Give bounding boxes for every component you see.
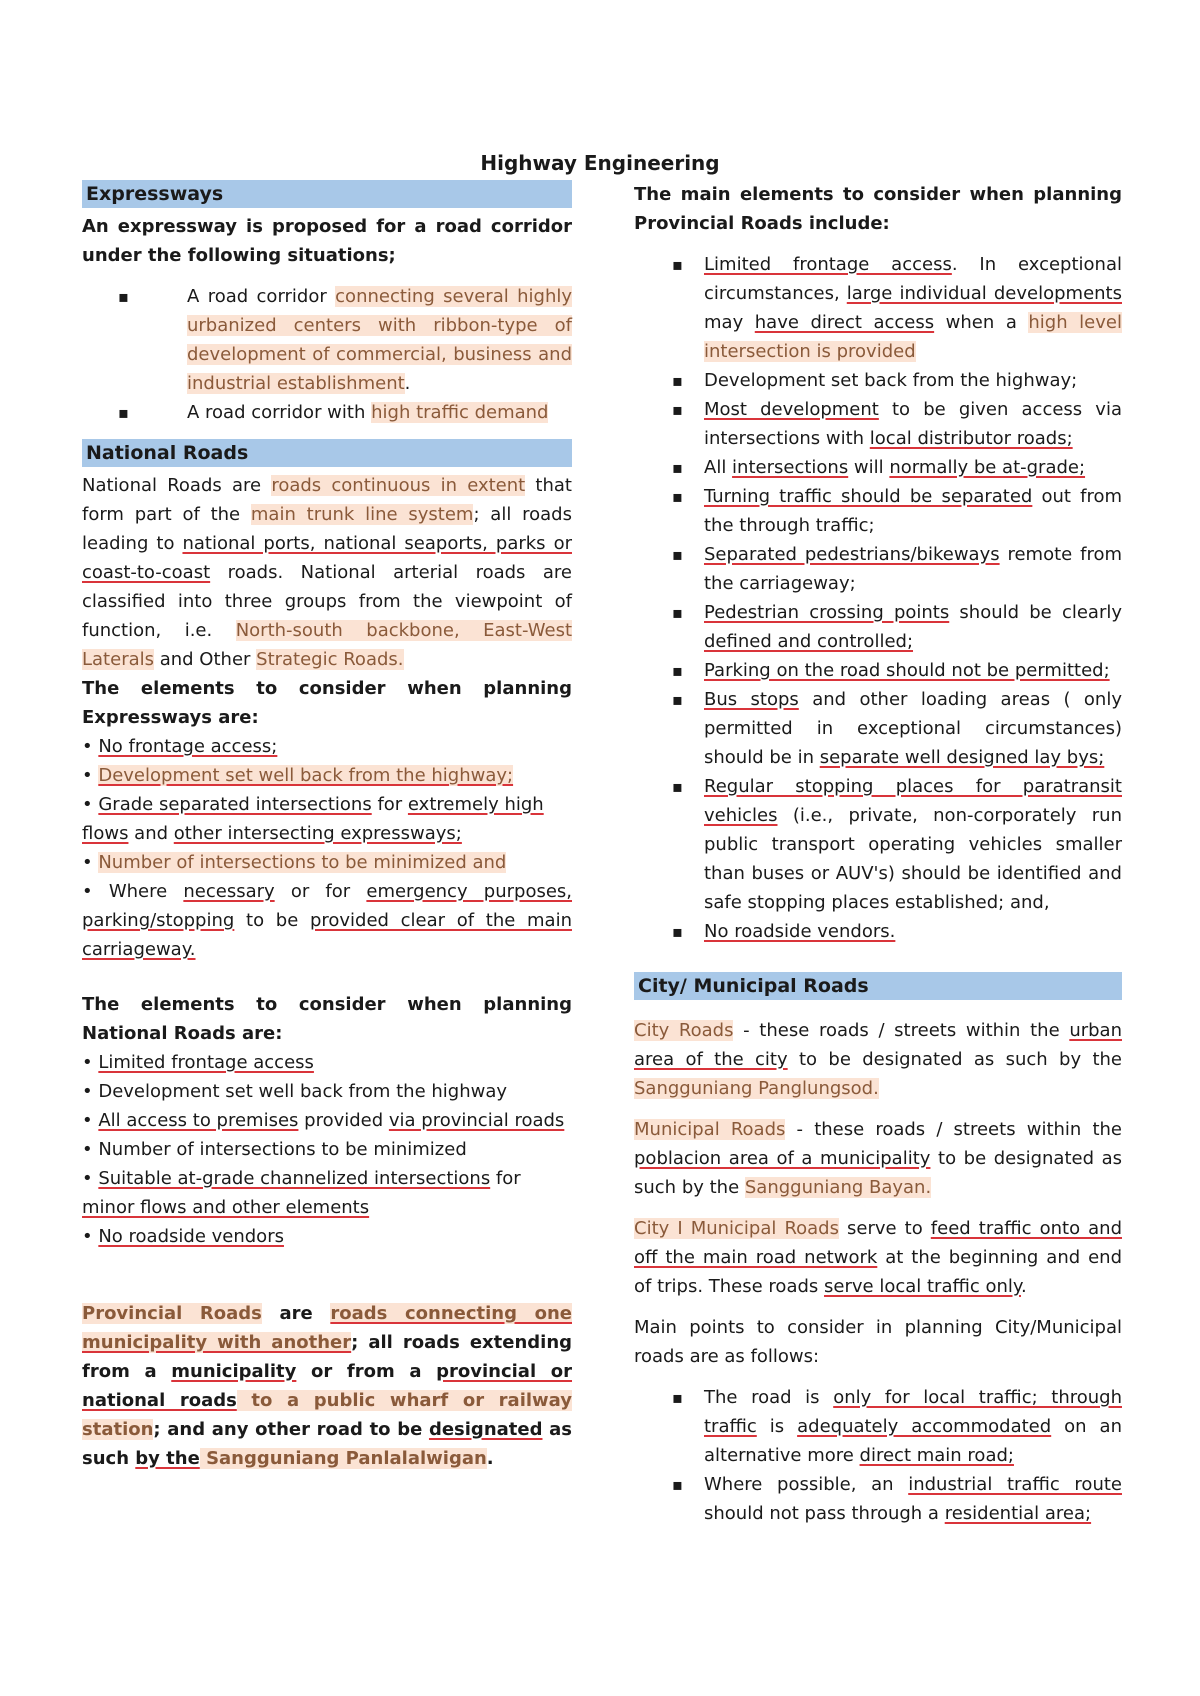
list-item: • Limited frontage access bbox=[82, 1048, 572, 1077]
national-roads-paragraph: National Roads are roads continuous in extent that form part of the main trunk line system; all roads leading to national ports, national seaports, parks or coast-to-coast roads. National arterial roads are classified into three groups from the viewpoint of function, i.e. North-south backbone, East-West Laterals and Other Strategic Roads. bbox=[82, 475, 573, 670]
city-main-points-list bbox=[634, 1383, 1122, 1528]
section-header-expressways: Expressways bbox=[82, 180, 572, 208]
list-item: • Grade separated intersections for extremely high flows and other intersecting expressways; bbox=[82, 790, 572, 848]
list-item: ▪ The road is only for local traffic; through traffic is adequately accommodated on an alternative more direct main road; bbox=[634, 1383, 1122, 1470]
list-item: ▪ Turning traffic should be separated out from the through traffic; bbox=[634, 482, 1122, 540]
city-municipal-roads-paragraph: City I Municipal Roads serve to feed traffic onto and off the main road network at the beginning and end of trips. These roads serve local traffic only. bbox=[634, 1218, 1123, 1297]
list-item: ▪ A road corridor connecting several highly urbanized centers with ribbon-type of development of commercial, business and industrial establishment. bbox=[82, 282, 572, 398]
list-item: ▪ Separated pedestrians/bikeways remote from the carriageway; bbox=[634, 540, 1122, 598]
expressway-elements-heading: The elements to consider when planning Expressways are: bbox=[82, 678, 572, 728]
expressways-situations-list bbox=[82, 282, 572, 427]
list-item: • Development set well back from the highway bbox=[82, 1077, 572, 1106]
left-column bbox=[82, 180, 572, 1473]
city-main-points-intro: Main points to consider in planning City/Municipal roads are as follows: bbox=[634, 1317, 1122, 1367]
list-item: ▪ Limited frontage access. In exceptional circumstances, large individual developments may have direct access when a high level intersection is provided bbox=[634, 250, 1122, 366]
list-item: ▪ Development set back from the highway; bbox=[634, 366, 1122, 395]
section-header-city-municipal-roads: City/ Municipal Roads bbox=[634, 972, 1122, 1000]
expressways-intro: An expressway is proposed for a road corridor under the following situations; bbox=[82, 216, 572, 266]
list-item: • Where necessary or for emergency purposes, parking/stopping to be provided clear of the main carriageway. bbox=[82, 877, 572, 964]
provincial-elements-heading: The main elements to consider when planning Provincial Roads include: bbox=[634, 184, 1122, 234]
section-header-national-roads: National Roads bbox=[82, 439, 572, 467]
list-item: • All access to premises provided via provincial roads bbox=[82, 1106, 572, 1135]
provincial-roads-paragraph: Provincial Roads are roads connecting one municipality with another; all roads extending from a municipality or from a provincial or national roads to a public wharf or railway station; and any other road to be designated as such by the Sangguniang Panlalalwigan. bbox=[82, 1303, 573, 1469]
list-item: ▪ Most development to be given access via intersections with local distributor roads; bbox=[634, 395, 1122, 453]
list-item: ▪ Regular stopping places for paratransit vehicles (i.e., private, non-corporately run public transport operating vehicles smaller than buses or AUV's) should be identified and safe stopping places established; and, bbox=[634, 772, 1122, 917]
list-item: ▪ Pedestrian crossing points should be clearly defined and controlled; bbox=[634, 598, 1122, 656]
list-item: • No frontage access; bbox=[82, 732, 572, 761]
list-item: ▪ Where possible, an industrial traffic route should not pass through a residential area; bbox=[634, 1470, 1122, 1528]
list-item: • Suitable at-grade channelized intersections for minor flows and other elements bbox=[82, 1164, 572, 1222]
list-item: ▪ A road corridor with high traffic demand bbox=[82, 398, 572, 427]
list-item: • Number of intersections to be minimized and bbox=[82, 848, 572, 877]
list-item: ▪ Parking on the road should not be permitted; bbox=[634, 656, 1122, 685]
provincial-elements-list bbox=[634, 250, 1122, 946]
expressway-elements-list bbox=[82, 732, 572, 964]
city-roads-paragraph: City Roads - these roads / streets within the urban area of the city to be designated as such by the Sangguniang Panglungsod. bbox=[634, 1020, 1122, 1099]
list-item: ▪ No roadside vendors. bbox=[634, 917, 1122, 946]
municipal-roads-paragraph: Municipal Roads - these roads / streets within the poblacion area of a municipality to be designated as such by the Sangguniang Bayan. bbox=[634, 1119, 1123, 1198]
list-item: • Development set well back from the highway; bbox=[82, 761, 572, 790]
national-elements-list bbox=[82, 1048, 572, 1251]
national-elements-heading: The elements to consider when planning National Roads are: bbox=[82, 994, 572, 1044]
page-title: Highway Engineering bbox=[480, 151, 720, 175]
list-item: ▪ Bus stops and other loading areas ( only permitted in exceptional circumstances) should be in separate well designed lay bys; bbox=[634, 685, 1122, 772]
list-item: • Number of intersections to be minimized bbox=[82, 1135, 572, 1164]
list-item: • No roadside vendors bbox=[82, 1222, 572, 1251]
list-item: ▪ All intersections will normally be at-grade; bbox=[634, 453, 1122, 482]
right-column bbox=[634, 180, 1122, 1528]
